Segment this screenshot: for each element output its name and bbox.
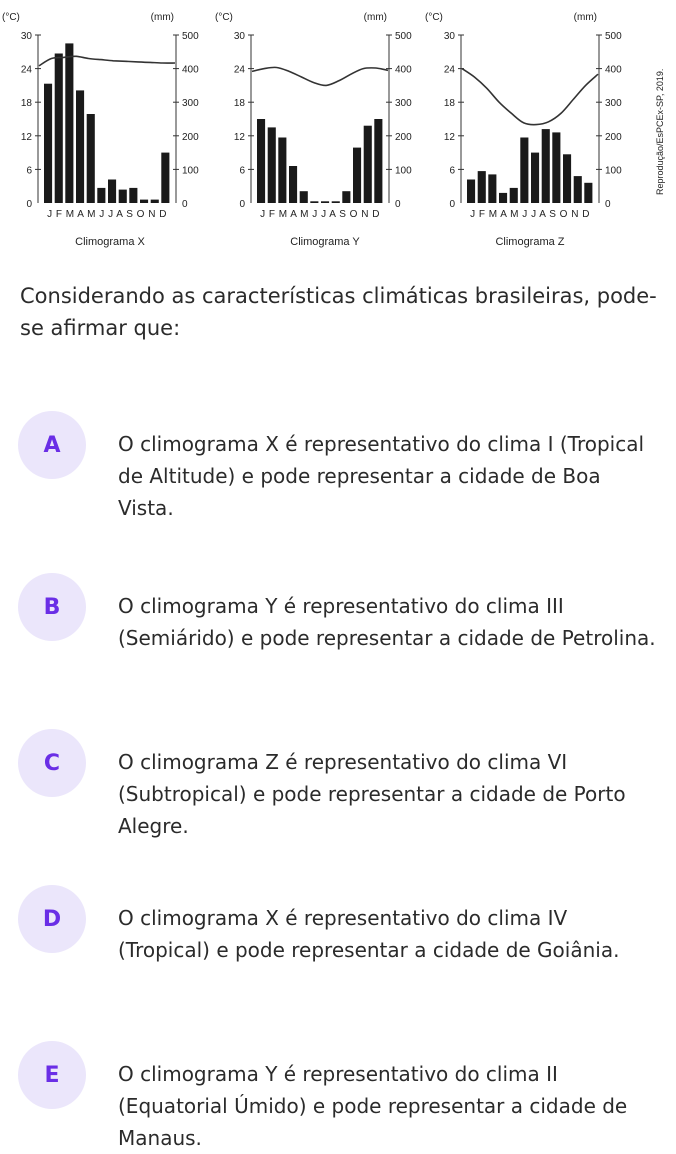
chart-x-bar xyxy=(44,84,52,203)
chart-z-left-tick-label: 18 xyxy=(443,98,455,110)
chart-z-bar xyxy=(467,180,475,204)
chart-y-left-tick-label: 12 xyxy=(233,131,245,143)
chart-y-right-tick-label: 300 xyxy=(395,98,412,110)
option-e-text[interactable]: O climograma Y é representativo do clima II (Equatorial Úmido) e pode representar a cidade de Manaus. xyxy=(118,1062,628,1150)
chart-y-left-tick-label: 0 xyxy=(239,199,245,210)
option-e[interactable] xyxy=(18,1058,668,1154)
chart-z-month-labels: J F M A M J J A S O N D xyxy=(470,209,590,220)
chart-y-right-tick-label: 500 xyxy=(395,31,412,42)
option-a-letter[interactable]: A xyxy=(18,411,86,479)
climograms-figure xyxy=(0,0,676,262)
chart-z-bar xyxy=(542,129,550,203)
chart-y-left-tick-label: 18 xyxy=(233,98,245,110)
chart-y-bar xyxy=(257,119,265,203)
chart-z-bar xyxy=(563,154,571,203)
chart-z-bar xyxy=(552,132,560,203)
chart-x-bar xyxy=(55,54,63,204)
chart-x-left-unit: (°C) xyxy=(2,12,20,23)
chart-y-right-tick-label: 200 xyxy=(395,131,412,143)
chart-x-right-tick-label: 0 xyxy=(182,199,188,210)
chart-x-bar xyxy=(161,153,169,203)
chart-z-bar xyxy=(478,171,486,203)
chart-x-bar xyxy=(76,90,84,203)
chart-z-right-unit: (mm) xyxy=(573,12,597,23)
chart-z-bar xyxy=(520,138,528,204)
chart-x-bar xyxy=(119,190,127,203)
chart-y-bar xyxy=(374,119,382,203)
option-c-letter[interactable]: C xyxy=(18,729,86,797)
option-b[interactable] xyxy=(18,590,668,654)
chart-x-right-tick-label: 200 xyxy=(182,131,199,143)
chart-z-right-tick-label: 500 xyxy=(605,31,622,42)
option-d-letter[interactable]: D xyxy=(18,885,86,953)
chart-y-bar xyxy=(321,201,329,203)
chart-x-right-tick-label: 300 xyxy=(182,98,199,110)
chart-z-left-tick-label: 24 xyxy=(443,64,455,76)
option-e-letter[interactable]: E xyxy=(18,1041,86,1109)
chart-y-left-tick-label: 6 xyxy=(239,165,245,177)
chart-z-left-tick-label: 30 xyxy=(443,31,455,42)
chart-z-bar xyxy=(531,153,539,203)
chart-y-right-tick-label: 400 xyxy=(395,64,412,76)
option-c-text[interactable]: O climograma Z é representativo do clima VI (Subtropical) e pode representar a cidade de Porto Alegre. xyxy=(118,750,626,838)
chart-y-temperature-line xyxy=(252,67,388,85)
chart-y-left-unit: (°C) xyxy=(215,12,233,23)
chart-y-bar xyxy=(268,127,276,203)
chart-z-right-tick-label: 200 xyxy=(605,131,622,143)
chart-z-bar xyxy=(499,193,507,203)
chart-z-title: Climograma Z xyxy=(495,236,565,248)
option-b-text[interactable]: O climograma Y é representativo do clima III (Semiárido) e pode representar a cidade de Petrolina. xyxy=(118,594,656,650)
chart-x-bar xyxy=(97,188,105,203)
option-a-text[interactable]: O climograma X é representativo do clima I (Tropical de Altitude) e pode representar a cidade de Boa Vista. xyxy=(118,432,645,520)
chart-x-bar xyxy=(65,43,73,203)
image-credit: Reprodução/EsPCEx-SP, 2019. xyxy=(655,68,665,195)
option-d[interactable] xyxy=(18,902,668,966)
chart-x-left-tick-label: 6 xyxy=(26,165,32,177)
chart-y-left-tick-label: 24 xyxy=(233,64,245,76)
chart-y-right-tick-label: 100 xyxy=(395,165,412,177)
chart-z-right-tick-label: 400 xyxy=(605,64,622,76)
option-b-letter[interactable]: B xyxy=(18,573,86,641)
option-c[interactable] xyxy=(18,746,668,842)
chart-y-bar xyxy=(342,191,350,203)
chart-z-left-tick-label: 0 xyxy=(449,199,455,210)
chart-z-bar xyxy=(510,188,518,203)
chart-y-right-tick-label: 0 xyxy=(395,199,401,210)
question-text: Considerando as características climáticas brasileiras, pode-se afirmar que: xyxy=(20,284,657,340)
chart-x-left-tick-label: 30 xyxy=(20,31,32,42)
chart-x-right-tick-label: 500 xyxy=(182,31,199,42)
chart-z-temperature-line xyxy=(462,69,598,125)
chart-y-bar xyxy=(300,191,308,203)
chart-x-left-tick-label: 18 xyxy=(20,98,32,110)
chart-x-month-labels: J F M A M J J A S O N D xyxy=(47,209,167,220)
chart-z-right-tick-label: 300 xyxy=(605,98,622,110)
chart-x-right-tick-label: 100 xyxy=(182,165,199,177)
chart-y-title: Climograma Y xyxy=(290,236,360,248)
chart-z-left-tick-label: 6 xyxy=(449,165,455,177)
chart-z-left-unit: (°C) xyxy=(425,12,443,23)
chart-x-bar xyxy=(129,188,137,203)
chart-x-bar xyxy=(87,114,95,203)
chart-x-title: Climograma X xyxy=(75,236,145,248)
chart-x-right-tick-label: 400 xyxy=(182,64,199,76)
chart-y-left-tick-label: 30 xyxy=(233,31,245,42)
chart-y-bar xyxy=(364,126,372,203)
chart-x-bar xyxy=(151,200,159,203)
chart-x-bar xyxy=(140,200,148,203)
chart-z-bar xyxy=(488,174,496,203)
option-a[interactable] xyxy=(18,428,668,524)
chart-z-bar xyxy=(584,183,592,203)
chart-y-bar xyxy=(289,166,297,203)
chart-x-right-unit: (mm) xyxy=(150,12,174,23)
chart-z-right-tick-label: 0 xyxy=(605,199,611,210)
option-d-text[interactable]: O climograma X é representativo do clima IV (Tropical) e pode representar a cidade de Goiânia. xyxy=(118,906,620,962)
chart-x-bar xyxy=(108,180,116,204)
chart-x-left-tick-label: 12 xyxy=(20,131,32,143)
chart-y-bar xyxy=(278,138,286,204)
chart-z-left-tick-label: 12 xyxy=(443,131,455,143)
chart-y-bar xyxy=(353,148,361,203)
chart-x-left-tick-label: 0 xyxy=(26,199,32,210)
chart-x-left-tick-label: 24 xyxy=(20,64,32,76)
chart-y-month-labels: J F M A M J J A S O N D xyxy=(260,209,380,220)
chart-z-right-tick-label: 100 xyxy=(605,165,622,177)
chart-y-right-unit: (mm) xyxy=(363,12,387,23)
chart-y-bar xyxy=(332,201,340,203)
chart-z-bar xyxy=(574,176,582,203)
chart-y-bar xyxy=(310,201,318,203)
